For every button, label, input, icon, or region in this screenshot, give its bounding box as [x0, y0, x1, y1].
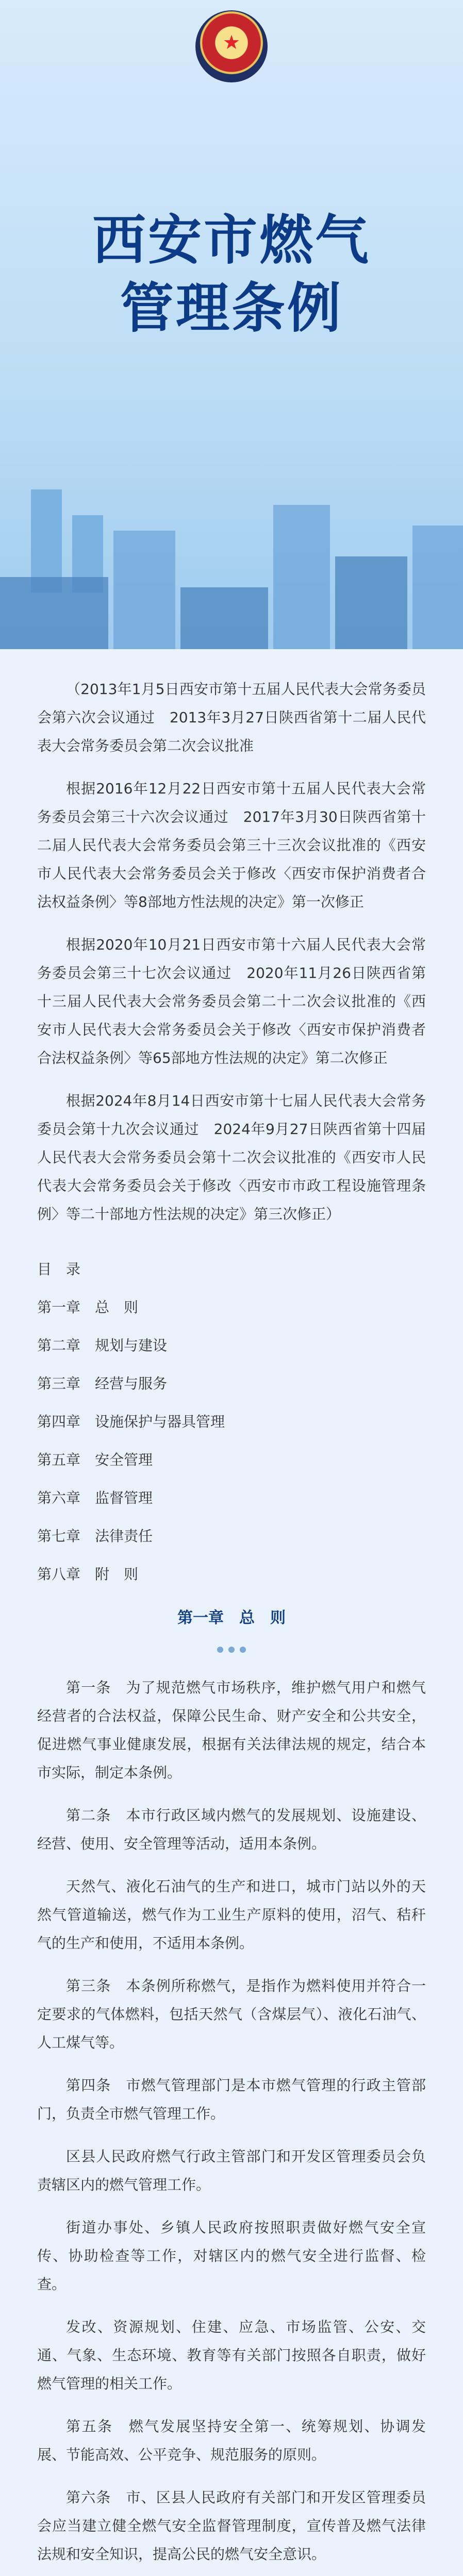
article-paragraph: 第四条 市燃气管理部门是本市燃气管理的行政主管部门，负责全市燃气管理工作。: [37, 2077, 426, 2122]
divider-dots: [37, 1647, 426, 1653]
city-skyline-illustration: [0, 433, 463, 649]
toc-item: 第五章 安全管理: [37, 1451, 153, 1468]
building-icon: [412, 526, 463, 649]
building-icon: [0, 577, 108, 649]
page-title: [0, 206, 463, 342]
toc-item: 第七章 法律责任: [37, 1528, 153, 1545]
article-paragraph: 第一条 为了规范燃气市场秩序，维护燃气用户和燃气经营者的合法权益，保障公民生命、财产安全和公共安全，促进燃气事业健康发展，根据有关法律法规的规定，结合本市实际，制定本条例。: [37, 1679, 426, 1781]
article-paragraph: 第五条 燃气发展坚持安全第一、统筹规划、协调发展、节能高效、公平竞争、规范服务的原则。: [37, 2418, 426, 2463]
toc-item: 第三章 经营与服务: [37, 1375, 168, 1392]
toc-item: 第一章 总 则: [37, 1299, 139, 1316]
title-line-1: 西安市燃气: [92, 208, 371, 272]
building-icon: [335, 556, 407, 649]
article-paragraph: 区县人民政府燃气行政主管部门和开发区管理委员会负责辖区内的燃气管理工作。: [37, 2148, 426, 2193]
toc-item: 第四章 设施保护与器具管理: [37, 1413, 225, 1430]
building-icon: [113, 531, 175, 649]
article-paragraph: 发改、资源规划、住建、应急、市场监管、公安、交通、气象、生态环境、教育等有关部门按照各自职责，做好燃气管理的相关工作。: [37, 2318, 426, 2392]
article-paragraph: 天然气、液化石油气的生产和进口，城市门站以外的天然气管道输送，燃气作为工业生产原料的使用，沼气、秸秆气的生产和使用，不适用本条例。: [37, 1878, 426, 1952]
article-paragraph: 第六条 市、区县人民政府有关部门和开发区管理委员会应当建立健全燃气安全监督管理制度，宣传普及燃气法律法规和安全知识，提高公民的燃气安全意识。: [37, 2489, 426, 2563]
building-icon: [180, 587, 268, 649]
article-paragraph: 街道办事处、乡镇人民政府按照职责做好燃气安全宣传、协助检查等工作，对辖区内的燃气安全进行监督、检查。: [37, 2219, 426, 2293]
toc-item: 第八章 附 则: [37, 1566, 139, 1583]
police-emblem-icon: [195, 10, 268, 82]
article-paragraph: 第二条 本市行政区域内燃气的发展规划、设施建设、经营、使用、安全管理等活动，适用本条例。: [37, 1807, 426, 1852]
history-paragraph: 根据2020年10月21日西安市第十六届人民代表大会常务委员会第三十七次会议通过 2020年11月26日陕西省第十三届人民代表大会常务委员会第二十二次会议批准的《西安市人民代表大会常务委员会关于修改〈西安市保护消费者合法权益条例〉等65部地方性法规的决定》第二次修正: [37, 936, 426, 1066]
title-line-2: 管理条例: [120, 276, 343, 340]
toc-item: 第二章 规划与建设: [37, 1337, 168, 1354]
table-of-contents: [37, 1259, 426, 1585]
toc-heading: 目 录: [37, 1261, 81, 1278]
hero-banner: [0, 0, 463, 649]
building-icon: [273, 505, 330, 649]
chapter-title: 第一章 总 则: [177, 1609, 286, 1627]
document-body: [0, 649, 463, 2568]
history-paragraph: （2013年1月5日西安市第十五届人民代表大会常务委员会第六次会议通过 2013年3月27日陕西省第十二届人民代表大会常务委员会第二次会议批准: [37, 681, 426, 754]
history-paragraph: 根据2024年8月14日西安市第十七届人民代表大会常务委员会第十九次会议通过 2024年9月27日陕西省第十四届人民代表大会常务委员会第十二次会议批准的《西安市人民代表大会常务委员会关于修改〈西安市市政工程设施管理条例〉等二十部地方性法规的决定》第三次修正）: [37, 1092, 426, 1223]
star-icon: ★: [222, 30, 241, 54]
history-paragraph: 根据2016年12月22日西安市第十五届人民代表大会常务委员会第三十六次会议通过 2017年3月30日陕西省第十二届人民代表大会常务委员会第三十三次会议批准的《西安市人民代表大会常务委员会关于修改〈西安市保护消费者合法权益条例〉等8部地方性法规的决定》第一次修正: [37, 780, 426, 910]
article-paragraph: 第三条 本条例所称燃气，是指作为燃料使用并符合一定要求的气体燃料，包括天然气（含煤层气）、液化石油气、人工煤气等。: [37, 1977, 426, 2051]
toc-item: 第六章 监督管理: [37, 1489, 153, 1506]
